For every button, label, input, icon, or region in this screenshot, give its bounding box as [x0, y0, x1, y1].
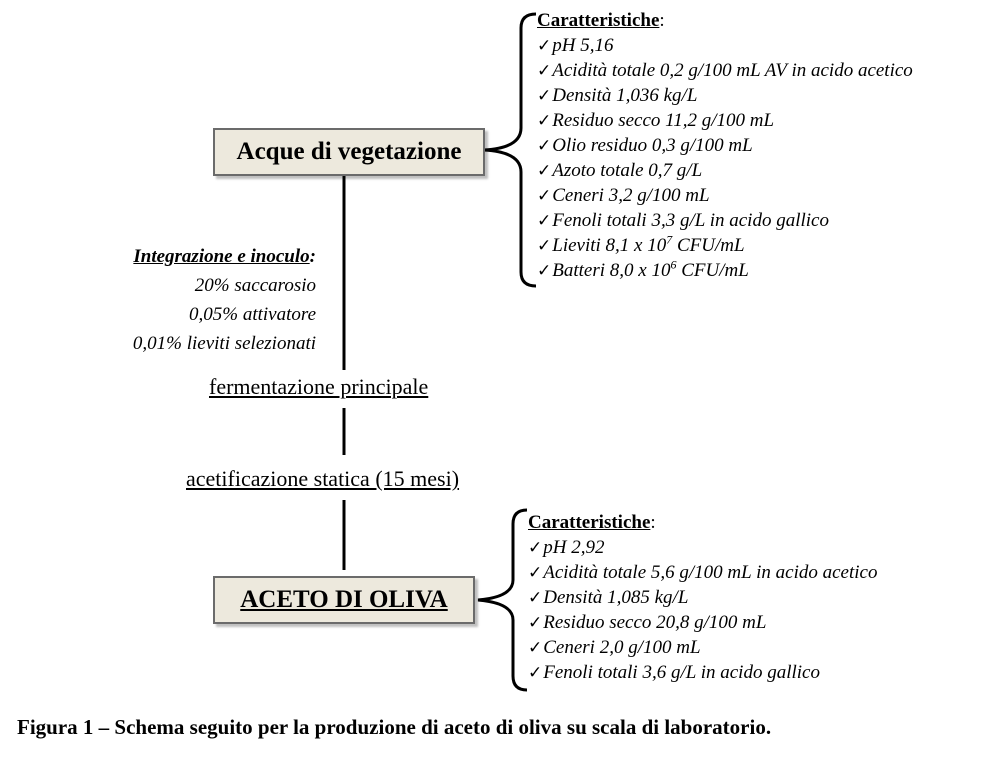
characteristic-item: ✓pH 5,16: [537, 35, 614, 56]
characteristic-item: ✓Olio residuo 0,3 g/100 mL: [537, 135, 753, 156]
top-brace: [484, 14, 536, 286]
top-characteristics-header: Caratteristiche:: [537, 10, 665, 31]
characteristic-item: ✓Densità 1,085 kg/L: [528, 587, 689, 608]
characteristic-item: ✓Lieviti 8,1 x $10^7$ CFU/mL: [537, 232, 745, 256]
checkmark-icon: ✓: [528, 563, 543, 582]
figure-caption: Figura 1 – Schema seguito per la produzione di aceto di oliva su scala di laboratorio.: [17, 715, 772, 739]
integration-item: 20% saccarosio: [194, 275, 316, 296]
checkmark-icon: ✓: [537, 86, 552, 105]
checkmark-icon: ✓: [537, 36, 552, 55]
checkmark-icon: ✓: [528, 663, 543, 682]
bottom-brace: [478, 510, 527, 690]
characteristic-item: ✓Ceneri 3,2 g/100 mL: [537, 185, 710, 206]
checkmark-icon: ✓: [528, 588, 543, 607]
bottom-characteristics-header: Caratteristiche:: [528, 512, 656, 533]
characteristic-item: ✓Batteri 8,0 x $10^6$ CFU/mL: [537, 257, 749, 281]
step-acetificazione: acetificazione statica (15 mesi): [186, 466, 460, 491]
characteristic-item: ✓Azoto totale 0,7 g/L: [537, 160, 703, 181]
integration-block: [16, 242, 316, 358]
step-fermentazione: fermentazione principale: [209, 374, 429, 399]
checkmark-icon: ✓: [528, 613, 543, 632]
box-bottom-label: ACETO DI OLIVA: [240, 586, 448, 613]
checkmark-icon: ✓: [537, 136, 552, 155]
characteristic-item: ✓Residuo secco 20,8 g/100 mL: [528, 612, 767, 633]
box-top-label: Acque di vegetazione: [236, 138, 462, 165]
integration-item: 0,05% attivatore: [189, 304, 316, 325]
checkmark-icon: ✓: [537, 261, 552, 280]
checkmark-icon: ✓: [537, 161, 552, 180]
bottom-characteristics-list: [528, 510, 948, 685]
integration-item: 0,01% lieviti selezionati: [132, 333, 316, 354]
checkmark-icon: ✓: [528, 538, 543, 557]
characteristic-item: ✓pH 2,92: [528, 537, 605, 558]
checkmark-icon: ✓: [528, 638, 543, 657]
characteristic-item: ✓Densità 1,036 kg/L: [537, 85, 698, 106]
characteristic-item: ✓Fenoli totali 3,3 g/L in acido gallico: [537, 210, 829, 231]
box-aceto-di-oliva: [213, 576, 475, 624]
box-acque-di-vegetazione: [213, 128, 485, 176]
checkmark-icon: ✓: [537, 236, 552, 255]
characteristic-item: ✓Residuo secco 11,2 g/100 mL: [537, 110, 775, 131]
characteristic-item: ✓Acidità totale 5,6 g/100 mL in acido acetico: [528, 562, 878, 583]
characteristic-item: ✓Acidità totale 0,2 g/100 mL AV in acido acetico: [537, 60, 913, 81]
checkmark-icon: ✓: [537, 186, 552, 205]
characteristic-item: ✓Fenoli totali 3,6 g/L in acido gallico: [528, 662, 820, 683]
integration-title: Integrazione e inoculo:: [133, 246, 316, 267]
characteristic-item: ✓Ceneri 2,0 g/100 mL: [528, 637, 701, 658]
top-characteristics-list: [537, 8, 977, 283]
checkmark-icon: ✓: [537, 111, 552, 130]
checkmark-icon: ✓: [537, 61, 552, 80]
checkmark-icon: ✓: [537, 211, 552, 230]
